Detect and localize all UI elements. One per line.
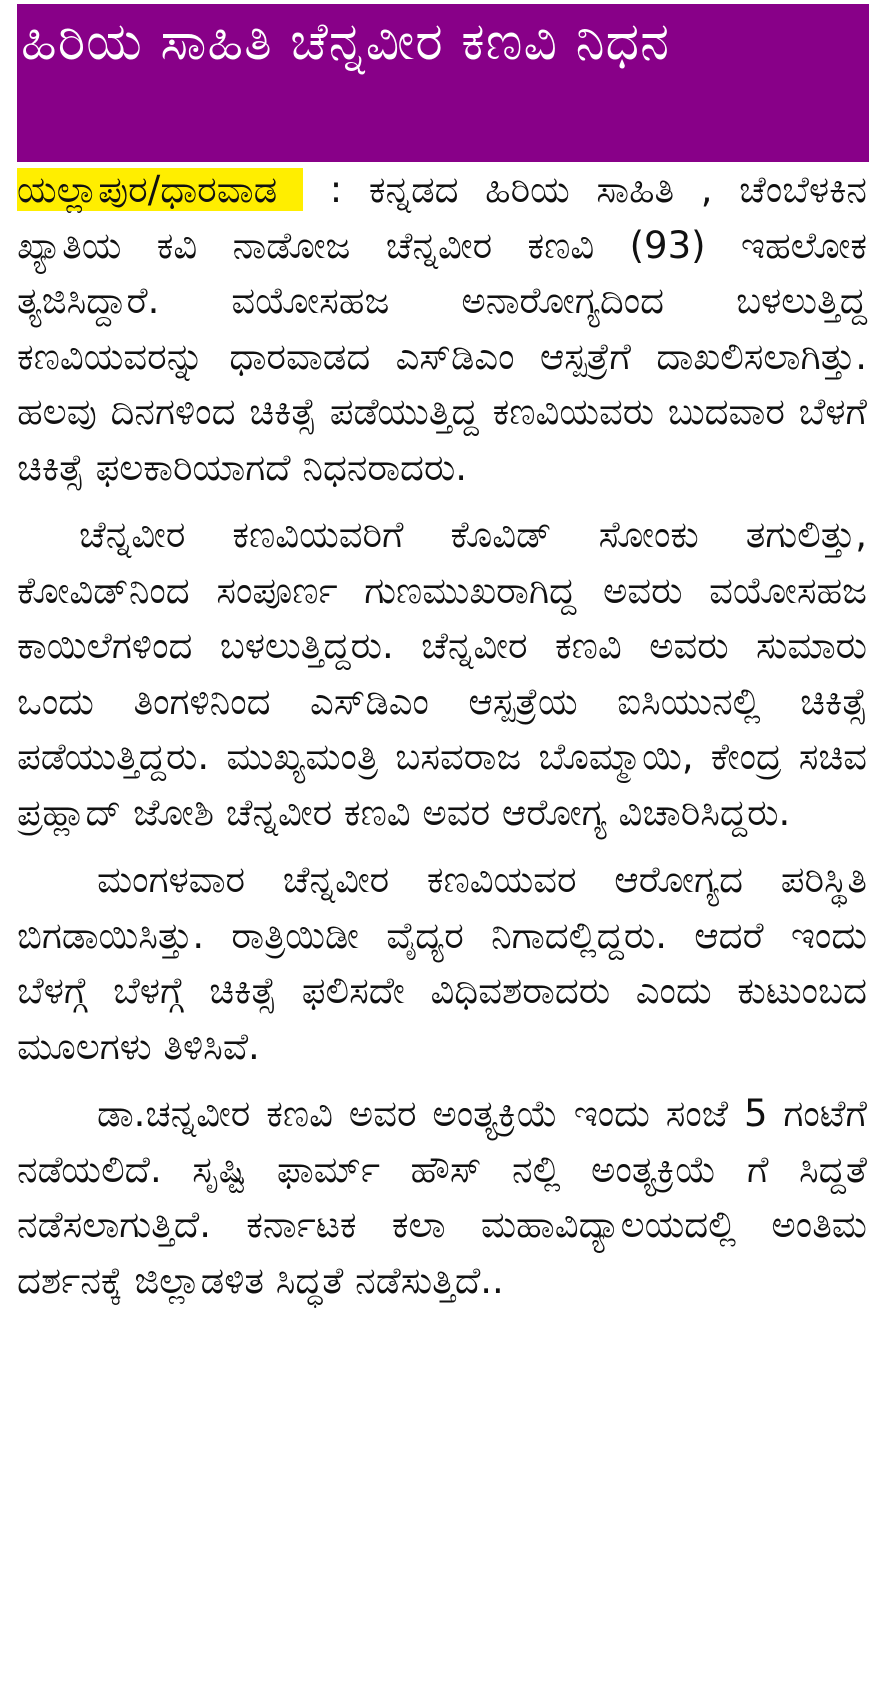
headline-banner xyxy=(17,4,869,162)
paragraph: ಮಂಗಳವಾರ ಚೆನ್ನವೀರ ಕಣವಿಯವರ ಆರೋಗ್ಯದ ಪರಿಸ್ಥಿತಿ ಬಿಗಡಾಯಿಸಿತ್ತು. ರಾತ್ರಿಯಿಡೀ ವೈದ್ಯರ ನಿಗಾದಲ್ಲಿದ್ದರು. ಆದರೆ ಇಂದು ಬೆಳಗ್ಗೆ ಬೆಳಗ್ಗೆ ಚಿಕಿತ್ಸೆ ಫಲಿಸದೇ ವಿಧಿವಶರಾದರು ಎಂದು ಕುಟುಂಬದ ಮೂಲಗಳು ತಿಳಿಸಿವೆ. xyxy=(17,858,867,1068)
lead-paragraph xyxy=(17,162,867,495)
paragraph: ಡಾ.ಚನ್ನವೀರ ಕಣವಿ ಅವರ ಅಂತ್ಯಕ್ರಿಯೆ ಇಂದು ಸಂಜೆ 5 ಗಂಟೆಗೆ ನಡೆಯಲಿದೆ. ಸೃಷ್ಟಿ ಫಾರ್ಮ್ ಹೌಸ್ ನಲ್ಲಿ ಅಂತ್ಯಕ್ರಿಯೆ ಗೆ ಸಿದ್ದತೆ ನಡೆಸಲಾಗುತ್ತಿದೆ. ಕರ್ನಾಟಕ ಕಲಾ ಮಹಾವಿದ್ಯಾಲಯದಲ್ಲಿ ಅಂತಿಮ ದರ್ಶನಕ್ಕೆ ಜಿಲ್ಲಾಡಳಿತ ಸಿದ್ಧತೆ ನಡೆಸುತ್ತಿದೆ.. xyxy=(17,1092,867,1302)
headline: ಹಿರಿಯ ಸಾಹಿತಿ ಚೆನ್ನವೀರ ಕಣವಿ ನಿಧನ xyxy=(21,12,671,72)
news-page xyxy=(0,4,880,1693)
paragraph: ಚೆನ್ನವೀರ ಕಣವಿಯವರಿಗೆ ಕೊವಿಡ್ ಸೋಂಕು ತಗುಲಿತ್ತು, ಕೋವಿಡ್‌ನಿಂದ ಸಂಪೂರ್ಣ ಗುಣಮುಖರಾಗಿದ್ದ ಅವರು ವಯೋಸಹಜ ಕಾಯಿಲೆಗಳಿಂದ ಬಳಲುತ್ತಿದ್ದರು. ಚೆನ್ನವೀರ ಕಣವಿ ಅವರು ಸುಮಾರು ಒಂದು ತಿಂಗಳಿನಿಂದ ಎಸ್‌ಡಿಎಂ ಆಸ್ಪತ್ರೆಯ ಐಸಿಯುನಲ್ಲಿ ಚಿಕಿತ್ಸೆ ಪಡೆಯುತ್ತಿದ್ದರು. ಮುಖ್ಯಮಂತ್ರಿ ಬಸವರಾಜ ಬೊಮ್ಮಾಯಿ, ಕೇಂದ್ರ ಸಚಿವ ಪ್ರಹ್ಲಾದ್ ಜೋಶಿ ಚೆನ್ನವೀರ ಕಣವಿ ಅವರ ಆರೋಗ್ಯ ವಿಚಾರಿಸಿದ್ದರು. xyxy=(17,513,867,834)
dateline: ಯಲ್ಲಾಪುರ/ಧಾರವಾಡ xyxy=(17,168,303,211)
lead-text: : ಕನ್ನಡದ ಹಿರಿಯ ಸಾಹಿತಿ , ಚೆಂಬೆಳಕಿನ ಖ್ಯಾತಿಯ ಕವಿ ನಾಡೋಜ ಚೆನ್ನವೀರ ಕಣವಿ (93) ಇಹಲೋಕ ತ್ಯಜಿಸಿದ್ದಾರೆ. ವಯೋಸಹಜ ಅನಾರೋಗ್ಯದಿಂದ ಬಳಲುತ್ತಿದ್ದ ಕಣವಿಯವರನ್ನು ಧಾರವಾಡದ ಎಸ್‌ಡಿಎಂ ಆಸ್ಪತ್ರೆಗೆ ದಾಖಲಿಸಲಾಗಿತ್ತು. ಹಲವು ದಿನಗಳಿಂದ ಚಿಕಿತ್ಸೆ ಪಡೆಯುತ್ತಿದ್ದ ಕಣವಿಯವರು ಬುದವಾರ ಬೆಳಗೆ ಚಿಕಿತ್ಸೆ ಫಲಕಾರಿಯಾಗದೆ ನಿಧನರಾದರು. xyxy=(17,168,867,489)
article-body xyxy=(17,162,867,1308)
